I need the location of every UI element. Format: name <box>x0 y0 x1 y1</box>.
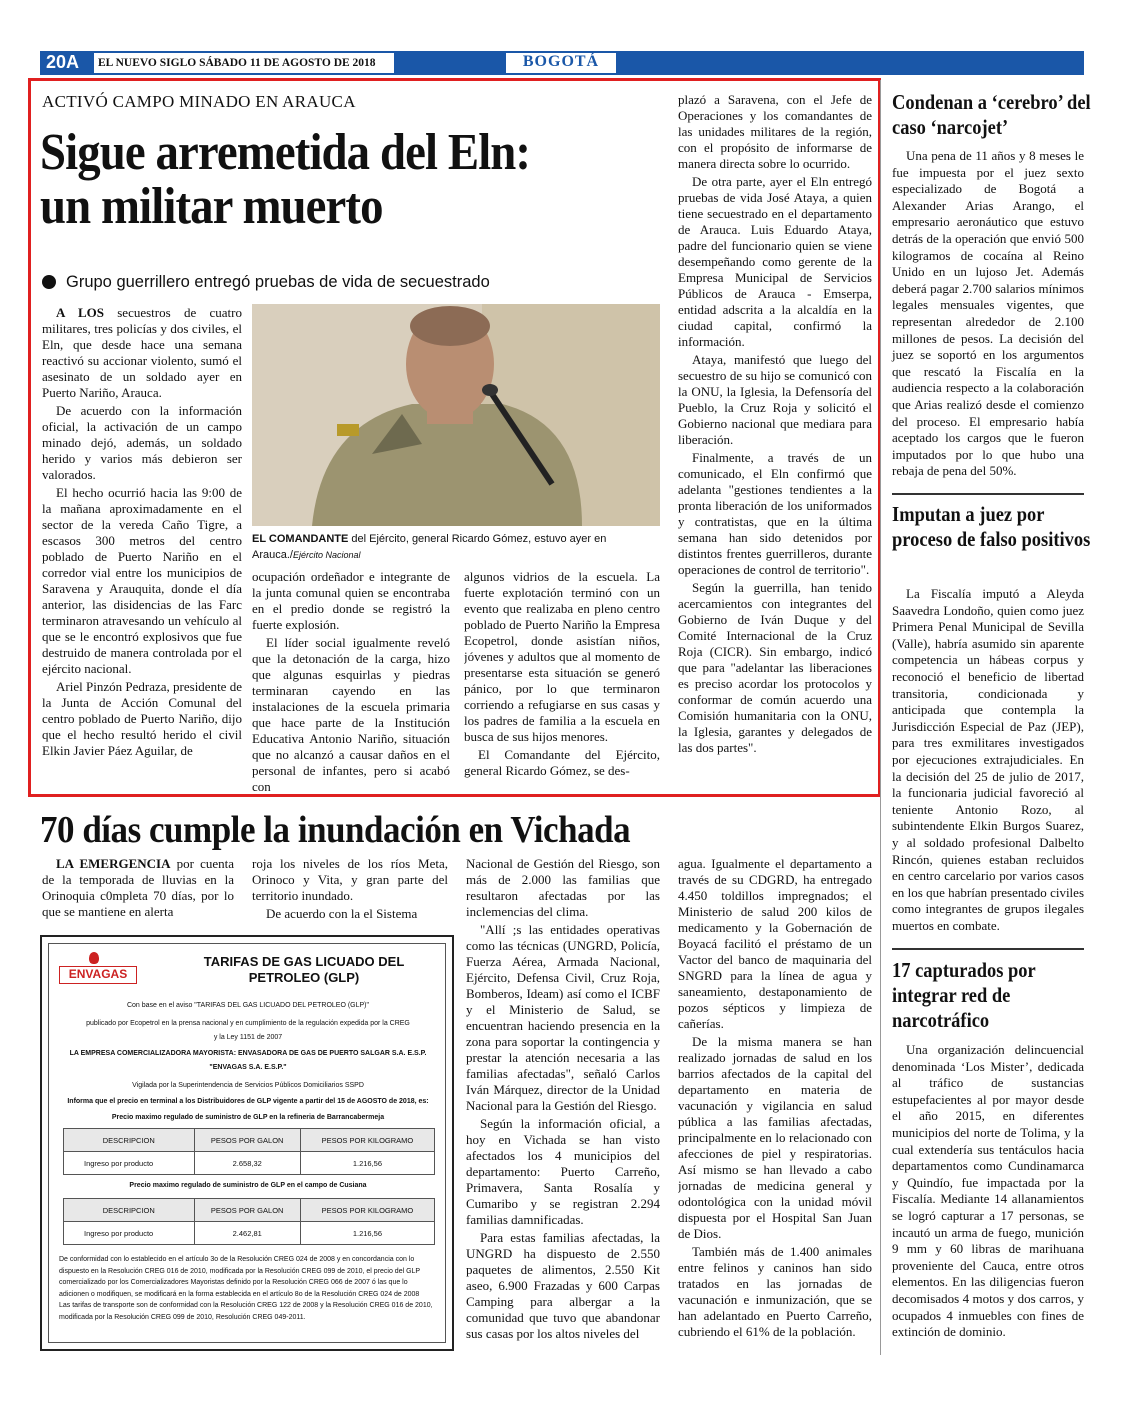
lead-caps: A LOS <box>56 305 104 320</box>
photo-caption: EL COMANDANTE del Ejército, general Ricardo Gómez, estuvo ayer en Arauca./Ejército Nacional <box>252 533 607 561</box>
photo-credit: Ejército Nacional <box>292 550 361 560</box>
page-number: 20A <box>46 52 80 72</box>
sidebar-story-2: La Fiscalía imputó a Aleyda Saavedra Londoño, quien como juez Primera Penal Municipal de Sevilla (Valle), habría asumido sin aparente competencia un hábeas corpus y reconoció el beneficio de libertad transitoria, condicionada y anticipada que contempla la Jurisdicción Especial de Paz (JEP), para tres exmilitares investigados por ejecuciones extrajudiciales. En la decisión del 25 de julio de 2017, la funcionaria judicial favoreció al teniente Antonio Rozo, al subintendente Elkin Burgos Suarez, y al soldado profesional Dalbelto Rincón, quienes estaban recluidos en centro carcelario por varios casos en los que habrían presentado civiles como integrantes de grupos ilegales muertos en combate. <box>892 586 1084 933</box>
paragraph: También más de 1.400 animales entre felinos y caninos han sido tratados en las jornadas de vacunación e inmunización, que se han adelantado en Puerto Carreño, cubriendo el 61% de la población. <box>678 1244 872 1339</box>
ad-text: LA EMPRESA COMERCIALIZADORA MAYORISTA: ENVASADORA DE GAS DE PUERTO SALGAR S.A. E.S.P. <box>69 1050 427 1057</box>
paragraph: Para estas familias afectadas, la UNGRD ha dispuesto de 2.550 paquetes de alimentos, 2.550 Kit aseo, 6.900 Frazadas y 600 Carpas Camping para albergar a la comunidad que tuvo que abandonar sus casas por los altos niveles del <box>466 1230 660 1341</box>
vichada-column-4 <box>678 856 872 1352</box>
ad-notes: De conformidad con lo establecido en el artículo 3o de la Resolución CREG 024 de 2008 y en concordancia con lo dispuesto en la Resolución CREG 016 de 2010, modificada por la Resolución CREG 099 de 2010, el precio del GLP comercializado por los Comercializadores Mayoristas definido por la Resolución CREG 066 de 2007 ó las que lo adicionen o modifiquen, se modificará en la forma establecida en el artículo 8o de la Resolución CREG 024 de 2008 Las tarifas de transporte son de conformidad con la Resolución CREG 122 de 2008 y la Resolución CREG 016 de 2010, modificada por la Resolución CREG 099 de 2010, Resolución CREG 049-2011. <box>59 1256 433 1321</box>
table-header: PESOS POR KILOGRAMO <box>300 1199 434 1222</box>
sidebar-story-1: Una pena de 11 años y 8 meses le fue impuesta por el juez sexto especializado de Bogotá a Alexander Arias Arango, el empresario aeronáutico que estuvo detrás de la operación que envió 500 kilogramos de cocaína al Reino Unido en un lujoso Jet. Además deberá pagar 2.700 salarios mínimos legales mensuales vigentes, que representan alrededor de 2.100 millones de pesos. La decisión del juez se soportó en los argumentos que rescató la Fiscalía en la audiencia respecto a la colaboración que Arias realizó desde el comienzo del proceso. El empresario había aceptado los cargos que le fueron imputados por lo que hubo una rebaja de pena del 50%. <box>892 148 1084 479</box>
table-header: DESCRIPCION <box>64 1129 195 1152</box>
paragraph: De acuerdo con la información oficial, la activación de un campo minado dejó, además, un soldado herido y varios más debieron ser valorados. <box>42 403 242 482</box>
envagas-logo: ENVAGAS <box>59 966 137 984</box>
paragraph: Nacional de Gestión del Riesgo, son más de 2.000 las familias que resultaron afectadas por las inclemencias del clima. <box>466 856 660 919</box>
article-column-4 <box>678 92 872 794</box>
table-row: Ingreso por producto 2.462,81 1.216,56 <box>64 1222 435 1245</box>
ad-text: Informa que el precio en terminal a los Distribuidores de GLP vigente a partir del 15 de AGOSTO de 2018, es: <box>67 1098 429 1105</box>
article-summary: Grupo guerrillero entregó pruebas de vida de secuestrado <box>66 273 490 291</box>
sidebar-divider <box>880 80 881 1355</box>
price-table-1 <box>63 1128 435 1175</box>
ad-text: Con base en el aviso "TARIFAS DEL GAS LICUADO DEL PETROLEO (GLP)" <box>126 1002 370 1009</box>
ad-text: publicado por Ecopetrol en la prensa nacional y en cumplimiento de la regulación expedida por la CREG <box>86 1020 410 1027</box>
paragraph: El hecho ocurrió hacia las 9:00 de la mañana aproximadamente en el sector de la vereda Caño Tigre, a escasos 300 metros del centro poblado de Puerto Nariño en el corredor vial entre los municipios de Saravena y Arauquita, donde el día anterior, las disidencias de las Farc terminaron atravesando un vehículo al que se le encontró explosivos que fue destruido de manera controlada por el ejército nacional. <box>42 485 242 676</box>
table-row: Ingreso por producto 2.658,32 1.216,56 <box>64 1152 435 1175</box>
paragraph: ocupación ordeñador e integrante de la junta comunal quien se encontraba en el predio donde se registró la fuerte explosión. <box>252 569 450 632</box>
paragraph: El líder social igualmente reveló que la detonación de la carga, hizo que algunas esquirlas y piedras terminaran cayendo en las instalaciones de la escuela primaria que hace parte de la Institución Educativa Antonio Nariño, situación que no alcanzó a causar daños en el personal de infantes, pero si acabó con <box>252 635 450 794</box>
article-column-2 <box>252 569 450 795</box>
ad-text: "ENVAGAS S.A. E.S.P." <box>209 1064 287 1071</box>
paragraph: plazó a Saravena, con el Jefe de Operaciones y los comandantes de las unidades militares de la región, con el propósito de informarse de manera directa sobre lo ocurrido. <box>678 92 872 171</box>
table-header: PESOS POR GALON <box>194 1129 300 1152</box>
vichada-column-3 <box>466 856 660 1352</box>
article-photo <box>252 304 660 526</box>
paragraph: Ariel Pinzón Pedraza, presidente de la Junta de Acción Comunal del centro poblado de Puerto Nariño, dijo que el hecho resultó herido el civil Elkin Javier Páez Aguilar, de <box>42 679 242 758</box>
paragraph: algunos vidrios de la escuela. La fuerte explotación terminó con un evento que realizaba en pleno centro poblado de Puerto Nariño la Empresa Ecopetrol, donde asistían niños, jóvenes y adultos que al momento de presentarse esta situación se generó pánico, por lo que terminaron corriendo a refugiarse en sus casas y los padres de familia a la escuela en busca de sus hijos menores. <box>464 569 660 744</box>
paragraph: LA EMERGENCIA por cuenta de la temporada de lluvias en la Orinoquia c0mpleta 70 días, por lo que se mantiene en alerta <box>42 856 234 919</box>
title-line-2: un militar muerto <box>40 178 383 235</box>
paragraph: De otra parte, ayer el Eln entregó pruebas de vida José Ataya, a quien tiene secuestrado en el departamento de Arauca. Luis Eduardo Ataya, padre del funcionario quien se viene desempeñando como gerente de la Empresa Municipal de Servicios Públicos de Arauca - Emserpa, entidad adscrita a la alcaldía en la ciudad capital, confirmó la información. <box>678 174 872 349</box>
article-kicker: ACTIVÓ CAMPO MINADO EN ARAUCA <box>42 92 356 111</box>
article-column-3 <box>464 569 660 795</box>
ad-frame <box>48 943 446 1343</box>
sidebar-separator <box>892 948 1084 950</box>
paragraph: Según la información oficial, a hoy en Vichada se han visto afectados los 4 municipios del departamento: Puerto Carreño, Primavera, Santa Rosalía y Cumaribo y se registran 2.294 familias damnificadas. <box>466 1116 660 1227</box>
ad-text: y la Ley 1151 de 2007 <box>213 1034 283 1041</box>
paragraph: Finalmente, a través de un comunicado, el Eln confirmó que adelanta "gestiones tendientes a la pronta liberación de los uniformados y contratistas, que en la última semana han sido detenidos por distintos frentes guerrilleros, durante operaciones de control de territorio". <box>678 450 872 577</box>
general-photo-illustration <box>252 304 660 526</box>
flame-icon <box>89 952 99 964</box>
article-title <box>40 126 607 234</box>
sidebar-story-3: Una organización delincuencial denominada ‘Los Mister’, dedicada al tráfico de sustancias estupefacientes al por mayor desde el año 2015, en diferentes municipios del norte de Tolima, y la cual extendería sus tentáculos hacia departamentos como Cundinamarca y Quindío, fue impactada por la Fiscalía. Mediante 14 allanamientos se logró capturar a 17 personas, se incautó un arma de fuego, munición 9 mm y 60 libras de marihuana proveniente del Cauca, entre otros elementos. En las diligencias fueron decomisados 4 motos y dos carros, y ocupados 4 inmuebles con fines de extinción de dominio. <box>892 1042 1084 1340</box>
sidebar-headline-3: 17 capturados por integrar red de narcotráfico <box>892 958 1036 1032</box>
vichada-column-2 <box>252 856 448 922</box>
paragraph: Según la guerrilla, han tenido acercamientos con integrantes del Gobierno de Iván Duque y del Comité Internacional de la Cruz Roja (CICR). Sin embargo, indicó que para "adelantar las liberaciones es preciso acordar los protocolos y conformar de común acuerdo una Comisión humanitaria con la ONU, la Iglesia, garantes y delegados de las dos partes". <box>678 580 872 755</box>
paragraph: A LOS secuestros de cuatro militares, tres policías y dos civiles, el Eln, que desde hace una semana reactivó su accionar violento, sumó el asesinato de un soldado ayer en Puerto Nariño, Arauca. <box>42 305 242 400</box>
sidebar-headline-1: Condenan a ‘cerebro’ del caso ‘narcojet’ <box>892 90 1091 139</box>
vichada-title: 70 días cumple la inundación en Vichada <box>40 809 631 851</box>
sidebar-headline-2: Imputan a juez por proceso de falso positivos <box>892 502 1091 551</box>
article-column-1 <box>42 305 242 795</box>
price-table-2 <box>63 1198 435 1245</box>
table-header: PESOS POR KILOGRAMO <box>300 1129 434 1152</box>
table-2-title: Precio maximo regulado de suministro de GLP en el campo de Cusiana <box>129 1182 367 1189</box>
paragraph: roja los niveles de los ríos Meta, Orinoco y Vita, y gran parte del territorio inundado. <box>252 856 448 903</box>
title-line-1: Sigue arremetida del Eln: <box>40 124 531 181</box>
table-1-title: Precio maximo regulado de suministro de GLP en la refineria de Barrancabermeja <box>111 1114 385 1121</box>
bullet-icon <box>42 275 56 289</box>
table-header: DESCRIPCION <box>64 1199 195 1222</box>
sidebar-separator <box>892 493 1084 495</box>
paragraph: El Comandante del Ejército, general Ricardo Gómez, se des- <box>464 747 660 778</box>
vichada-column-1 <box>42 856 234 922</box>
publication-date: EL NUEVO SIGLO SÁBADO 11 DE AGOSTO DE 2018 <box>98 57 376 69</box>
paragraph: "Allí ;s las entidades operativas como las técnicas (UNGRD, Policía, Fuerza Aérea, Armada Nacional, Ejército, Defensa Civil, Cruz Roja, Bomberos, Ideam) así como el ICBF y el Ministerio de Salud, se encuentran haciendo presencia en la zona para soportar la contingencia y prestar la atención necesaria a las familias afectadas", señaló Carlos Iván Márquez, director de la Unidad Nacional para la Gestión del Riesgo. <box>466 922 660 1113</box>
paragraph: De la misma manera se han realizado jornadas de salud en los barrios afectados de la capital del departamento en materia de vacunación y vigilancia en salud pública a las familias afectadas, principalmente en lo relacionado con afecciones de piel y respiratorias. Así mismo se han llevado a cabo jornadas de medicina general y odontológica con la unidad móvil dispuesta por el Hospital San Juan de Dios. <box>678 1034 872 1241</box>
table-header: PESOS POR GALON <box>194 1199 300 1222</box>
envagas-advertisement <box>40 935 454 1351</box>
paragraph: De acuerdo con la el Sistema <box>266 906 418 921</box>
paragraph: agua. Igualmente el departamento a través de su CDGRD, ha entregado 4.450 toldillos impregnados; el Ministerio de salud 200 kilos de medicamento y la Gobernación de Boyacá facilitó el préstamo de un Vactor del banco de maquinaria del SNGRD para la línea de agua y saneamiento, destaponamiento de pozos sépticos y limpieza de cañerías. <box>678 856 872 1031</box>
section-name: BOGOTÁ <box>522 53 600 70</box>
ad-text: Vigilada por la Superintendencia de Servicios Públicos Domiciliarios SSPD <box>132 1082 364 1089</box>
ad-title: TARIFAS DE GAS LICUADO DEL PETROLEO (GLP) <box>203 954 405 985</box>
paragraph: Ataya, manifestó que luego del secuestro de su hijo se comunicó con la ONU, la Iglesia, la Defensoría del Pueblo, la Cruz Roja y solicitó el Gobierno nacional que mediara para liberación. <box>678 352 872 447</box>
